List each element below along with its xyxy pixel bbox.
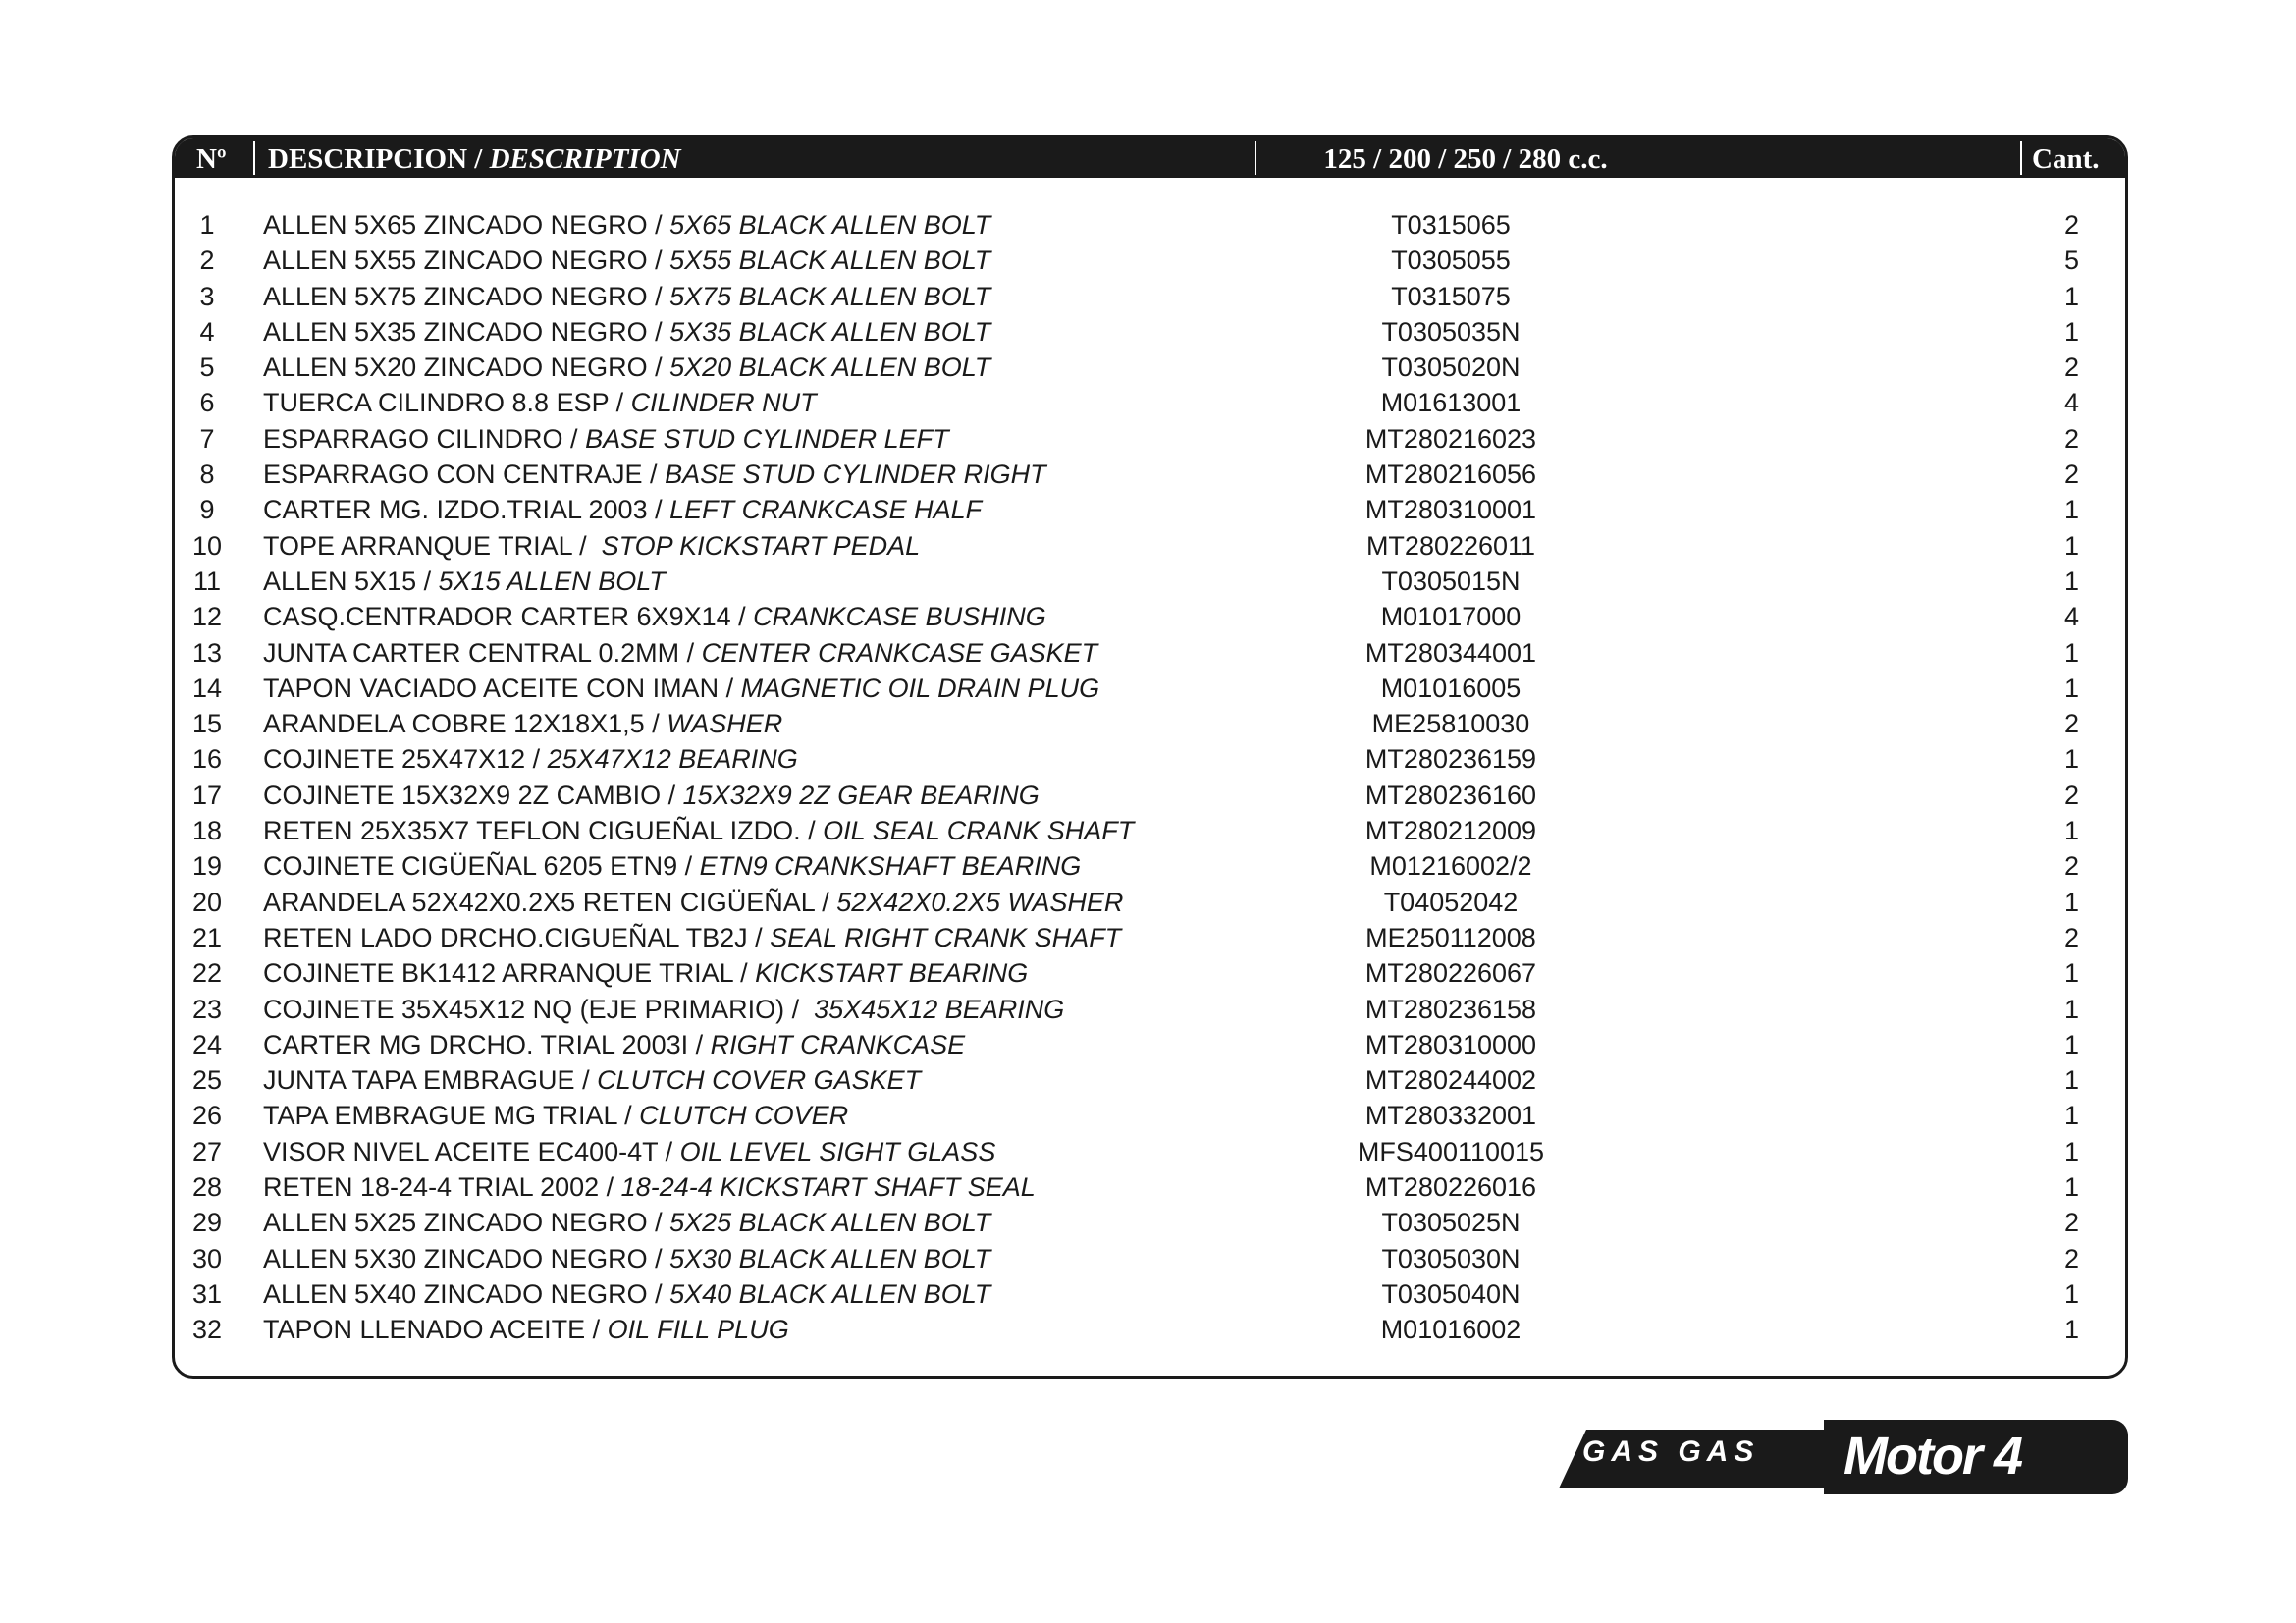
row-description-en: 15X32X9 2Z GEAR BEARING xyxy=(682,780,1040,810)
row-description-en: STOP KICKSTART PEDAL xyxy=(601,530,921,561)
table-row xyxy=(175,741,2125,777)
table-row xyxy=(175,1169,2125,1205)
row-description-en: 5X65 BLACK ALLEN BOLT xyxy=(669,210,991,240)
row-quantity: 2 xyxy=(2063,851,2079,882)
row-reference: MT280344001 xyxy=(1364,637,1537,668)
row-description-es: ALLEN 5X40 ZINCADO NEGRO / xyxy=(263,1278,670,1309)
row-reference: ME25810030 xyxy=(1371,709,1530,739)
table-row xyxy=(175,848,2125,884)
logo-brand: GAS GAS xyxy=(1582,1435,1760,1468)
row-reference: T0305020N xyxy=(1381,352,1521,383)
row-number: 28 xyxy=(191,1172,223,1203)
table-row xyxy=(175,635,2125,671)
row-quantity: 2 xyxy=(2063,1243,2079,1273)
row-number: 5 xyxy=(199,352,215,383)
row-number: 23 xyxy=(191,994,223,1024)
row-description-en: CLUTCH COVER xyxy=(639,1101,849,1131)
table-row xyxy=(175,599,2125,634)
row-description xyxy=(263,421,949,457)
table-row xyxy=(175,243,2125,278)
table-row xyxy=(175,671,2125,706)
row-description xyxy=(263,955,1028,991)
row-quantity: 1 xyxy=(2063,816,2079,846)
row-description-es: ARANDELA COBRE 12X18X1,5 / xyxy=(263,709,667,739)
row-number: 9 xyxy=(199,495,215,525)
row-reference: T0315075 xyxy=(1391,281,1511,311)
row-reference: T0315065 xyxy=(1391,210,1511,240)
gasgas-motor4-logo xyxy=(1559,1420,2128,1494)
row-description-es: ALLEN 5X55 ZINCADO NEGRO / xyxy=(263,245,670,276)
row-number: 13 xyxy=(191,637,223,668)
row-description xyxy=(263,741,798,777)
table-row xyxy=(175,920,2125,955)
table-row xyxy=(175,564,2125,599)
row-description-es: RETEN 18-24-4 TRIAL 2002 / xyxy=(263,1172,621,1203)
table-row xyxy=(175,492,2125,527)
row-number: 25 xyxy=(191,1065,223,1096)
row-quantity: 1 xyxy=(2063,281,2079,311)
row-quantity: 1 xyxy=(2063,1278,2079,1309)
row-number: 15 xyxy=(191,709,223,739)
row-description-en: BASE STUD CYLINDER RIGHT xyxy=(665,460,1046,490)
row-reference: MT280236159 xyxy=(1364,744,1537,775)
table-row xyxy=(175,778,2125,813)
row-description-en: CLUTCH COVER GASKET xyxy=(597,1065,922,1096)
table-row xyxy=(175,1241,2125,1276)
row-number: 17 xyxy=(191,780,223,810)
row-description-en: RIGHT CRANKCASE xyxy=(710,1029,966,1059)
row-reference: T04052042 xyxy=(1383,887,1519,917)
table-row xyxy=(175,314,2125,350)
row-reference: MT280332001 xyxy=(1364,1101,1537,1131)
row-quantity: 1 xyxy=(2063,495,2079,525)
row-description-en: MAGNETIC OIL DRAIN PLUG xyxy=(740,673,1100,703)
row-description xyxy=(263,457,1046,492)
table-row xyxy=(175,207,2125,243)
logo-model: Motor 4 xyxy=(1843,1427,2021,1486)
row-reference: MT280216056 xyxy=(1364,460,1537,490)
row-reference: T0305040N xyxy=(1381,1278,1521,1309)
row-description-es: JUNTA TAPA EMBRAGUE / xyxy=(263,1065,598,1096)
row-number: 30 xyxy=(191,1243,223,1273)
row-description-en: OIL SEAL CRANK SHAFT xyxy=(823,816,1135,846)
row-number: 32 xyxy=(191,1315,223,1345)
row-description-en: 35X45X12 BEARING xyxy=(814,994,1065,1024)
row-description xyxy=(263,1098,848,1133)
row-quantity: 2 xyxy=(2063,352,2079,383)
row-reference: ME250112008 xyxy=(1365,922,1536,952)
row-number: 22 xyxy=(191,958,223,989)
row-description xyxy=(263,671,1099,706)
row-description-en: CRANKCASE BUSHING xyxy=(753,602,1046,632)
row-description xyxy=(263,243,990,278)
table-row xyxy=(175,1062,2125,1098)
row-description xyxy=(263,207,990,243)
row-description-es: COJINETE 25X47X12 / xyxy=(263,744,548,775)
row-number: 2 xyxy=(199,245,215,276)
row-quantity: 1 xyxy=(2063,316,2079,347)
row-reference: MT280244002 xyxy=(1364,1065,1537,1096)
row-description-en: CILINDER NUT xyxy=(630,388,817,418)
row-reference: MT280216023 xyxy=(1364,423,1537,454)
row-description xyxy=(263,385,817,420)
row-description xyxy=(263,813,1134,848)
table-row xyxy=(175,279,2125,314)
row-reference: T0305015N xyxy=(1381,566,1521,596)
row-number: 4 xyxy=(199,316,215,347)
row-reference: MT280236160 xyxy=(1364,780,1537,810)
row-number: 8 xyxy=(199,460,215,490)
row-description-en: ETN9 CRANKSHAFT BEARING xyxy=(699,851,1082,882)
row-number: 21 xyxy=(191,922,223,952)
row-quantity: 1 xyxy=(2063,1029,2079,1059)
row-description-es: COJINETE CIGÜEÑAL 6205 ETN9 / xyxy=(263,851,700,882)
row-number: 1 xyxy=(199,210,215,240)
row-description-en: WASHER xyxy=(667,709,783,739)
row-description xyxy=(263,706,782,741)
row-description-es: ARANDELA 52X42X0.2X5 RETEN CIGÜEÑAL / xyxy=(263,887,837,917)
row-number: 27 xyxy=(191,1136,223,1166)
row-number: 18 xyxy=(191,816,223,846)
row-description xyxy=(263,920,1121,955)
row-reference: T0305025N xyxy=(1381,1208,1521,1238)
header-number: Nº xyxy=(196,143,227,175)
table-row xyxy=(175,528,2125,564)
row-reference: MT280226067 xyxy=(1364,958,1537,989)
header-divider xyxy=(2020,141,2022,175)
row-quantity: 2 xyxy=(2063,210,2079,240)
row-description-es: ALLEN 5X75 ZINCADO NEGRO / xyxy=(263,281,670,311)
row-quantity: 1 xyxy=(2063,1172,2079,1203)
row-number: 7 xyxy=(199,423,215,454)
row-reference: M01216002/2 xyxy=(1369,851,1532,882)
row-description xyxy=(263,1062,921,1098)
row-description xyxy=(263,1276,990,1312)
table-row xyxy=(175,813,2125,848)
row-quantity: 1 xyxy=(2063,1315,2079,1345)
row-description xyxy=(263,528,920,564)
row-description-en: 5X20 BLACK ALLEN BOLT xyxy=(669,352,991,383)
table-row xyxy=(175,706,2125,741)
row-description xyxy=(263,350,990,385)
row-quantity: 1 xyxy=(2063,1136,2079,1166)
table-row xyxy=(175,1312,2125,1347)
row-reference: M01016005 xyxy=(1380,673,1522,703)
row-description xyxy=(263,564,666,599)
row-reference: MT280310001 xyxy=(1364,495,1537,525)
table-header xyxy=(175,138,2125,178)
row-number: 19 xyxy=(191,851,223,882)
table-row xyxy=(175,385,2125,420)
parts-table xyxy=(172,135,2128,1379)
row-description-en: 52X42X0.2X5 WASHER xyxy=(836,887,1124,917)
row-number: 29 xyxy=(191,1208,223,1238)
row-description-es: ALLEN 5X15 / xyxy=(263,566,439,596)
row-description-en: KICKSTART BEARING xyxy=(755,958,1029,989)
header-description-en: DESCRIPTION xyxy=(489,143,681,175)
row-description-es: TAPON LLENADO ACEITE / xyxy=(263,1315,608,1345)
row-description-en: LEFT CRANKCASE HALF xyxy=(669,495,983,525)
row-description xyxy=(263,1134,995,1169)
table-row xyxy=(175,1027,2125,1062)
row-description-es: ALLEN 5X20 ZINCADO NEGRO / xyxy=(263,352,670,383)
row-description-en: 5X15 ALLEN BOLT xyxy=(438,566,666,596)
row-quantity: 5 xyxy=(2063,245,2079,276)
row-description-es: TAPA EMBRAGUE MG TRIAL / xyxy=(263,1101,640,1131)
row-quantity: 1 xyxy=(2063,673,2079,703)
row-description-es: RETEN 25X35X7 TEFLON CIGUEÑAL IZDO. / xyxy=(263,816,824,846)
table-row xyxy=(175,1134,2125,1169)
row-description-en: CENTER CRANKCASE GASKET xyxy=(701,637,1098,668)
row-quantity: 1 xyxy=(2063,887,2079,917)
row-number: 12 xyxy=(191,602,223,632)
header-reference: 125 / 200 / 250 / 280 c.c. xyxy=(1323,143,1608,175)
row-reference: T0305030N xyxy=(1381,1243,1521,1273)
row-description-es: ESPARRAGO CON CENTRAJE / xyxy=(263,460,666,490)
row-description-es: ALLEN 5X25 ZINCADO NEGRO / xyxy=(263,1208,670,1238)
row-reference: M01613001 xyxy=(1380,388,1522,418)
row-quantity: 2 xyxy=(2063,1208,2079,1238)
row-description-es: TOPE ARRANQUE TRIAL / xyxy=(263,530,602,561)
row-description xyxy=(263,635,1097,671)
row-reference: MT280226016 xyxy=(1364,1172,1537,1203)
table-row xyxy=(175,457,2125,492)
parts-list xyxy=(175,207,2125,1348)
table-row xyxy=(175,992,2125,1027)
row-description xyxy=(263,885,1123,920)
row-description-es: COJINETE BK1412 ARRANQUE TRIAL / xyxy=(263,958,756,989)
row-reference: T0305055 xyxy=(1391,245,1511,276)
table-row xyxy=(175,350,2125,385)
row-description-es: ALLEN 5X65 ZINCADO NEGRO / xyxy=(263,210,670,240)
header-description xyxy=(268,138,681,178)
table-row xyxy=(175,1205,2125,1240)
row-reference: MT280310000 xyxy=(1364,1029,1537,1059)
row-description-es: COJINETE 35X45X12 NQ (EJE PRIMARIO) / xyxy=(263,994,815,1024)
table-row xyxy=(175,1276,2125,1312)
row-description xyxy=(263,992,1064,1027)
row-description-es: ALLEN 5X35 ZINCADO NEGRO / xyxy=(263,316,670,347)
row-description-en: OIL FILL PLUG xyxy=(607,1315,789,1345)
row-reference: MT280236158 xyxy=(1364,994,1537,1024)
row-description xyxy=(263,492,982,527)
row-description-en: 5X35 BLACK ALLEN BOLT xyxy=(669,316,991,347)
row-description xyxy=(263,1205,990,1240)
row-reference: MFS400110015 xyxy=(1357,1136,1545,1166)
row-reference: M01017000 xyxy=(1380,602,1522,632)
row-number: 16 xyxy=(191,744,223,775)
row-number: 10 xyxy=(191,530,223,561)
row-description-es: JUNTA CARTER CENTRAL 0.2MM / xyxy=(263,637,702,668)
row-description-en: 5X75 BLACK ALLEN BOLT xyxy=(669,281,991,311)
row-number: 11 xyxy=(192,566,222,596)
row-description xyxy=(263,1027,965,1062)
row-number: 20 xyxy=(191,887,223,917)
row-number: 3 xyxy=(199,281,215,311)
row-quantity: 4 xyxy=(2063,602,2079,632)
row-description xyxy=(263,848,1081,884)
row-description-en: OIL LEVEL SIGHT GLASS xyxy=(679,1136,996,1166)
row-quantity: 1 xyxy=(2063,637,2079,668)
row-description-en: SEAL RIGHT CRANK SHAFT xyxy=(770,922,1122,952)
row-quantity: 1 xyxy=(2063,1065,2079,1096)
row-quantity: 2 xyxy=(2063,460,2079,490)
row-description-en: 18-24-4 KICKSTART SHAFT SEAL xyxy=(620,1172,1036,1203)
row-description-en: 5X25 BLACK ALLEN BOLT xyxy=(669,1208,991,1238)
header-description-es: DESCRIPCION / xyxy=(268,143,490,175)
header-divider xyxy=(253,141,255,175)
row-quantity: 1 xyxy=(2063,530,2079,561)
row-description-es: ESPARRAGO CILINDRO / xyxy=(263,423,586,454)
row-quantity: 1 xyxy=(2063,744,2079,775)
row-description-es: RETEN LADO DRCHO.CIGUEÑAL TB2J / xyxy=(263,922,771,952)
row-reference: MT280226011 xyxy=(1365,530,1536,561)
row-description-es: VISOR NIVEL ACEITE EC400-4T / xyxy=(263,1136,680,1166)
row-description xyxy=(263,778,1040,813)
row-description-es: TAPON VACIADO ACEITE CON IMAN / xyxy=(263,673,741,703)
row-reference: MT280212009 xyxy=(1364,816,1537,846)
row-description-es: COJINETE 15X32X9 2Z CAMBIO / xyxy=(263,780,683,810)
row-quantity: 2 xyxy=(2063,423,2079,454)
row-quantity: 1 xyxy=(2063,958,2079,989)
row-quantity: 1 xyxy=(2063,1101,2079,1131)
row-description-es: TUERCA CILINDRO 8.8 ESP / xyxy=(263,388,631,418)
row-description xyxy=(263,1312,789,1347)
row-number: 26 xyxy=(191,1101,223,1131)
header-quantity: Cant. xyxy=(2032,143,2100,175)
row-description-en: 25X47X12 BEARING xyxy=(547,744,798,775)
row-description-es: CASQ.CENTRADOR CARTER 6X9X14 / xyxy=(263,602,754,632)
row-quantity: 2 xyxy=(2063,922,2079,952)
row-description-es: CARTER MG. IZDO.TRIAL 2003 / xyxy=(263,495,670,525)
row-description xyxy=(263,314,990,350)
row-number: 24 xyxy=(191,1029,223,1059)
row-reference: T0305035N xyxy=(1381,316,1521,347)
row-description-en: BASE STUD CYLINDER LEFT xyxy=(585,423,949,454)
row-description-es: CARTER MG DRCHO. TRIAL 2003I / xyxy=(263,1029,711,1059)
row-description-es: ALLEN 5X30 ZINCADO NEGRO / xyxy=(263,1243,670,1273)
row-description xyxy=(263,1169,1036,1205)
row-description xyxy=(263,279,990,314)
row-description-en: 5X30 BLACK ALLEN BOLT xyxy=(669,1243,991,1273)
row-quantity: 2 xyxy=(2063,709,2079,739)
table-row xyxy=(175,885,2125,920)
row-quantity: 1 xyxy=(2063,566,2079,596)
row-description xyxy=(263,599,1046,634)
row-number: 31 xyxy=(191,1278,223,1309)
table-row xyxy=(175,955,2125,991)
row-reference: M01016002 xyxy=(1380,1315,1522,1345)
row-description xyxy=(263,1241,990,1276)
row-number: 6 xyxy=(199,388,215,418)
row-number: 14 xyxy=(191,673,223,703)
row-quantity: 2 xyxy=(2063,780,2079,810)
row-quantity: 4 xyxy=(2063,388,2079,418)
row-quantity: 1 xyxy=(2063,994,2079,1024)
row-description-en: 5X55 BLACK ALLEN BOLT xyxy=(669,245,991,276)
table-row xyxy=(175,1098,2125,1133)
table-row xyxy=(175,421,2125,457)
row-description-en: 5X40 BLACK ALLEN BOLT xyxy=(669,1278,991,1309)
